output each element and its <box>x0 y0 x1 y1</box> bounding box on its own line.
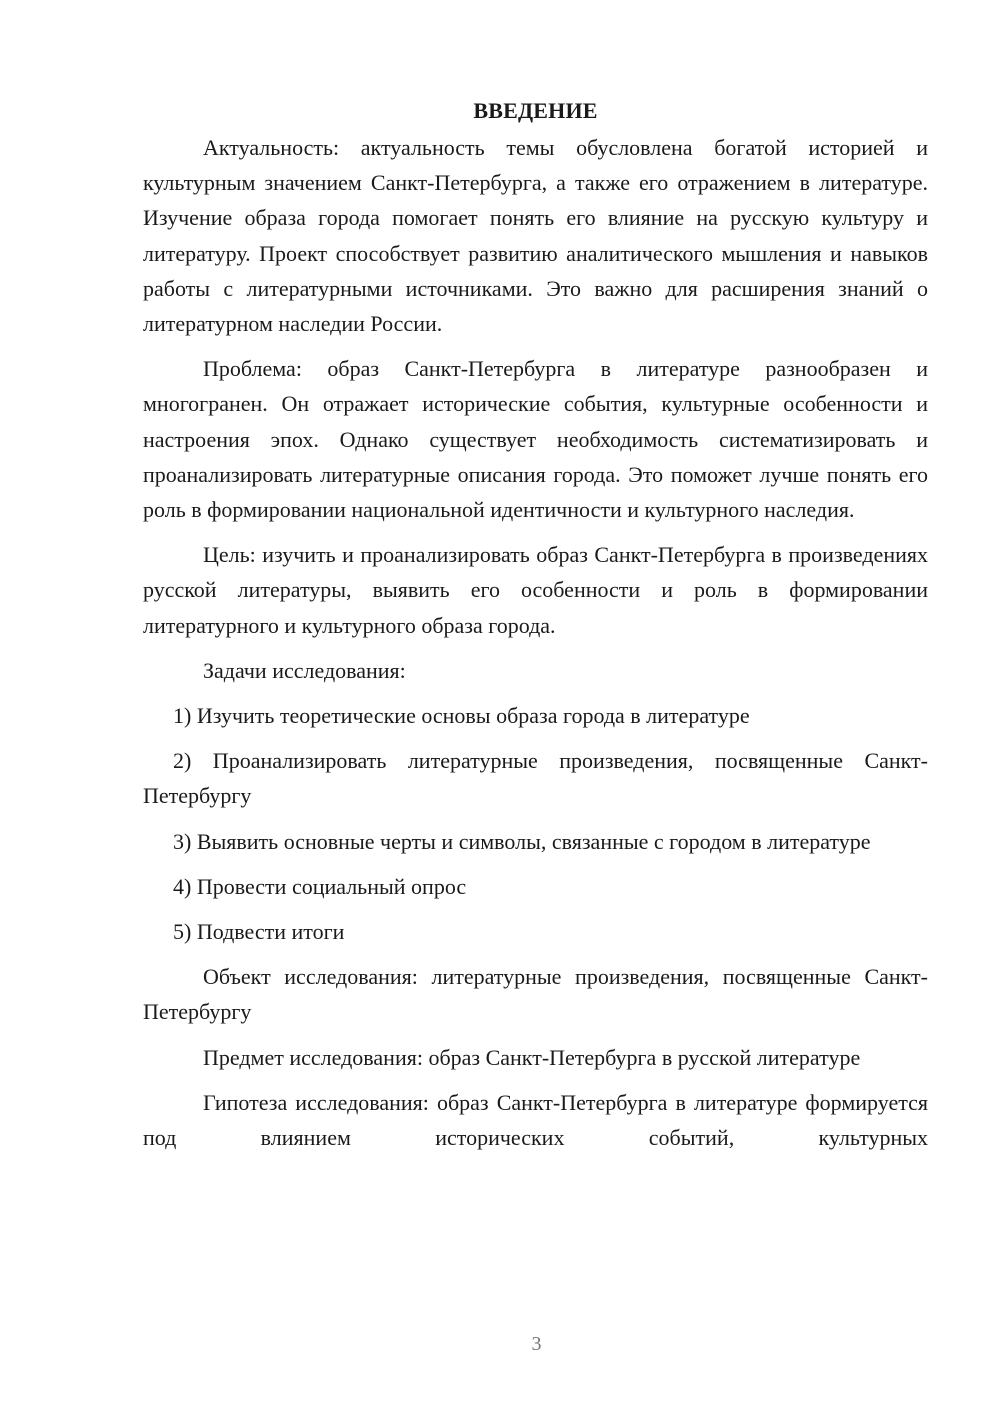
research-subject: Предмет исследования: образ Санкт-Петербурга в русской литературе <box>203 1044 861 1070</box>
tasks-heading: Задачи исследования: <box>203 657 406 683</box>
page-content <box>143 94 928 1165</box>
task-item-5: 5) Подвести итоги <box>173 919 345 945</box>
page-title: ВВЕДЕНИЕ <box>473 98 598 123</box>
goal-paragraph: Цель: изучить и проанализировать образ Санкт-Петербурга в произведениях русской литературы, выявить его особенности и роль в формировании литературного и культурного образа города. <box>143 542 928 638</box>
relevance-paragraph: Актуальность: актуальность темы обусловлена богатой историей и культурным значением Санкт-Петербурга, а также его отражением в литературе. Изучение образа города помогает понять его влияние на русскую культуру и литературу. Проект способствует развитию аналитического мышления и навыков работы с литературными источниками. Это важно для расширения знаний о литературном наследии России. <box>143 135 928 337</box>
page-number: 3 <box>531 1333 542 1355</box>
task-item-2: 2) Проанализировать литературные произведения, посвященные Санкт-Петербургу <box>143 748 928 809</box>
task-item-4: 4) Провести социальный опрос <box>173 873 467 899</box>
problem-paragraph: Проблема: образ Санкт-Петербурга в литературе разнообразен и многогранен. Он отражает исторические события, культурные особенности и настроения эпох. Однако существует необходимость систематизировать и проанализировать литературные описания города. Это поможет лучше понять его роль в формировании национальной идентичности и культурного наследия. <box>143 356 928 523</box>
research-object: Объект исследования: литературные произведения, посвященные Санкт-Петербургу <box>143 964 928 1025</box>
task-item-3: 3) Выявить основные черты и символы, связанные с городом в литературе <box>173 828 871 854</box>
research-hypothesis: Гипотеза исследования: образ Санкт-Петербурга в литературе формируется под влиянием исторических событий, культурных <box>143 1089 928 1151</box>
task-item-1: 1) Изучить теоретические основы образа города в литературе <box>173 703 750 729</box>
